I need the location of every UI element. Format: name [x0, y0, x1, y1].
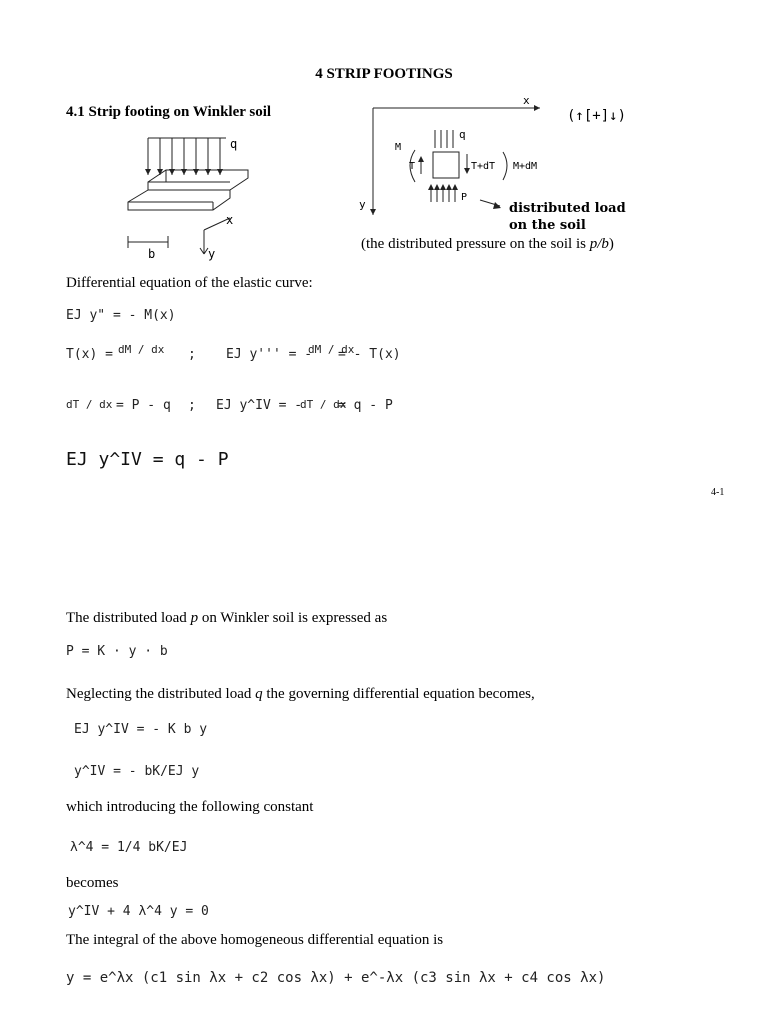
neglect-intro: Neglecting the distributed load q the governing differential equation becomes, [66, 686, 535, 702]
equation-2b: dM / dx [118, 343, 165, 356]
section-heading: 4.1 Strip footing on Winkler soil [66, 104, 272, 120]
load-q-label: q [230, 137, 238, 151]
width-b-label: b [148, 247, 156, 261]
equation-4: EJ y^IV = q - P [66, 449, 229, 470]
equation-3-frac-left: dT / dx [66, 398, 113, 411]
equation-2c: ; [188, 347, 196, 362]
diff-eq-intro: Differential equation of the elastic curve: [66, 275, 313, 291]
y-axis-label-right: y [359, 198, 366, 211]
equation-1: EJ y" = - M(x) [66, 308, 176, 323]
moment-MdM-label: M+dM [513, 161, 538, 172]
shear-T-label: T [409, 161, 416, 172]
equation-3d: = q - P [338, 398, 393, 413]
equation-10: y = e^λx (c1 sin λx + c2 cos λx) + e^-λx (c3 sin λx + c4 cos λx) [66, 970, 606, 986]
equation-3c: EJ y^IV = - [216, 398, 303, 413]
page-title: 4 STRIP FOOTINGS [315, 66, 453, 82]
x-axis-label-right: x [523, 94, 530, 107]
y-axis-label-left: y [208, 247, 216, 261]
equation-2d: EJ y''' = - [226, 347, 313, 362]
equation-8: λ^4 = 1/4 bK/EJ [70, 840, 188, 855]
distributed-load-label-1: distributed load [509, 201, 626, 216]
sign-convention: (↑[+]↓) [567, 108, 627, 124]
q-label-right: q [459, 128, 466, 141]
distributed-load-label-2: on the soil [509, 218, 586, 233]
element-equilibrium-figure [355, 90, 635, 236]
equation-9: y^IV + 4 λ^4 y = 0 [68, 904, 209, 919]
equation-6: EJ y^IV = - K b y [74, 722, 208, 737]
becomes-text: becomes [66, 875, 119, 891]
figure-caption: (the distributed pressure on the soil is p/b) [361, 236, 614, 252]
shear-TdT-label: T+dT [471, 161, 496, 172]
equation-3b: ; [188, 398, 196, 413]
p-label-right: P [461, 192, 468, 203]
page-number: 4-1 [711, 487, 725, 498]
moment-M-label: M [395, 142, 402, 153]
strip-footing-figure [118, 130, 258, 262]
equation-3-frac-right: dT / dx [300, 398, 347, 411]
constant-intro: which introducing the following constant [66, 799, 314, 815]
winkler-intro: The distributed load p on Winkler soil is expressed as [66, 610, 388, 626]
equation-3a: = P - q [116, 398, 171, 413]
equation-2a: T(x) = [66, 347, 113, 362]
equation-7: y^IV = - bK/EJ y [74, 764, 200, 779]
integral-intro: The integral of the above homogeneous differential equation is [66, 932, 444, 948]
equation-5: P = K · y · b [66, 644, 168, 659]
x-axis-label-left: x [226, 213, 234, 227]
equation-2f: = - T(x) [338, 347, 401, 362]
equation-2e: dM / dx [308, 343, 355, 356]
